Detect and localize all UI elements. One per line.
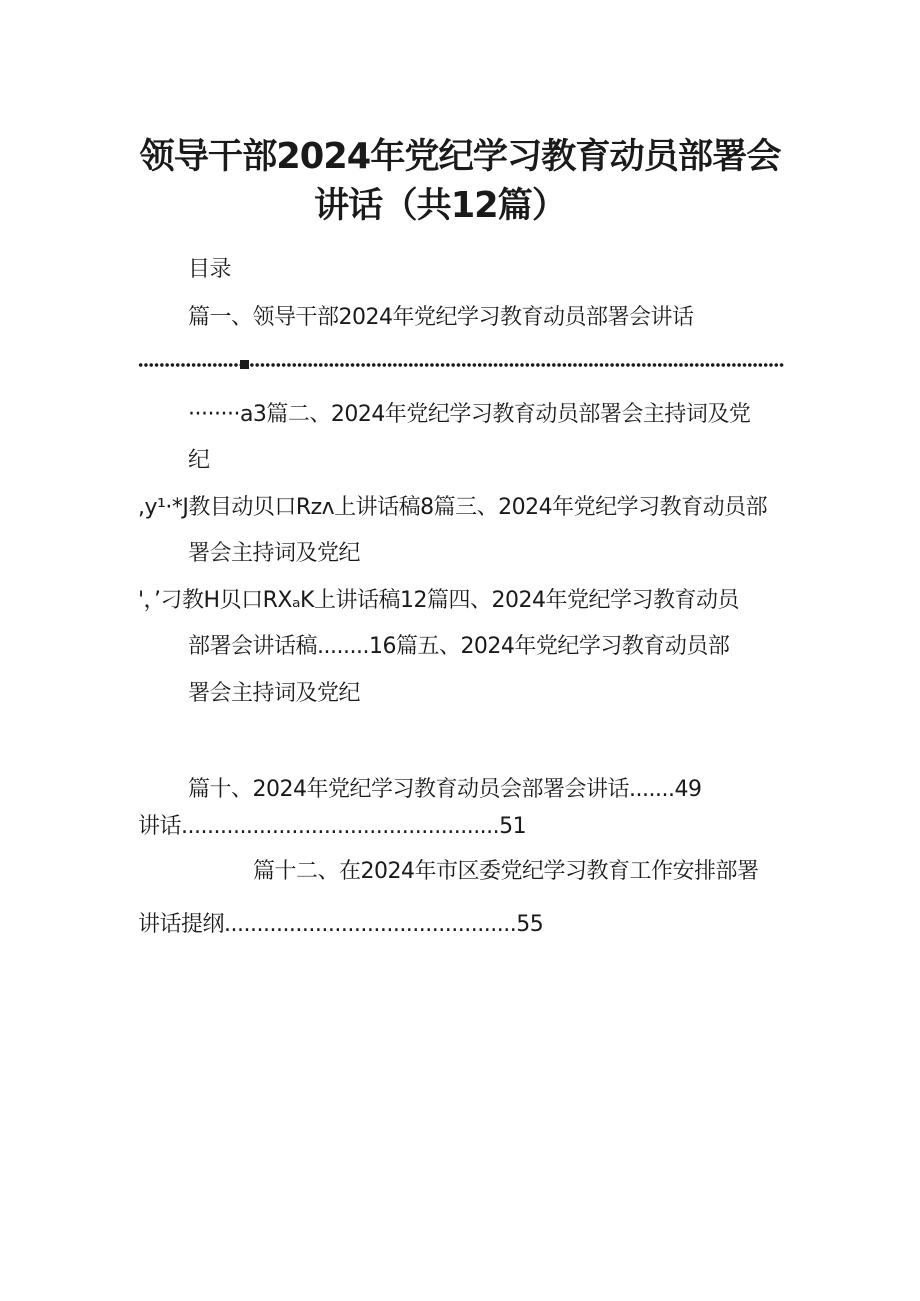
toc-heading: 目录 [188, 257, 232, 282]
toc-line: 讲话.................................................51 [138, 814, 527, 839]
toc-line: 纪 [188, 448, 210, 473]
square-mark [240, 360, 249, 369]
toc-line: 署会主持词及党纪 [188, 541, 361, 566]
toc-line: 篇十、2024年党纪学习教育动员会部署会讲话.......49 [188, 777, 702, 802]
toc-line: ,y¹·*J教目动贝口Rᴢᴧ上讲话稿8篇三、2024年党纪学习教育动员部 [138, 495, 768, 520]
toc-line: 署会主持词及党纪 [188, 681, 361, 706]
toc-line: ········a3篇二、2024年党纪学习教育动员部署会主持词及党 [188, 402, 751, 427]
document-title-line-2: 讲话（共12篇） [313, 185, 567, 226]
toc-line: 部署会讲话稿........16篇五、2024年党纪学习教育动员部 [188, 634, 730, 659]
toc-line: 篇十二、在2024年市区委党纪学习教育工作安排部署 [253, 859, 759, 884]
toc-line: 讲话提纲.............................................55 [138, 912, 544, 937]
toc-line: '，’刁教H贝口RXₐK上讲话稿12篇四、2024年党纪学习教育动员 [138, 588, 739, 613]
dot-leader-row [138, 356, 784, 374]
dot-leader [138, 356, 784, 374]
document-title-line-1: 领导干部2024年党纪学习教育动员部署会 [139, 136, 781, 177]
toc-line: 篇一、领导干部2024年党纪学习教育动员部署会讲话 [188, 305, 694, 330]
